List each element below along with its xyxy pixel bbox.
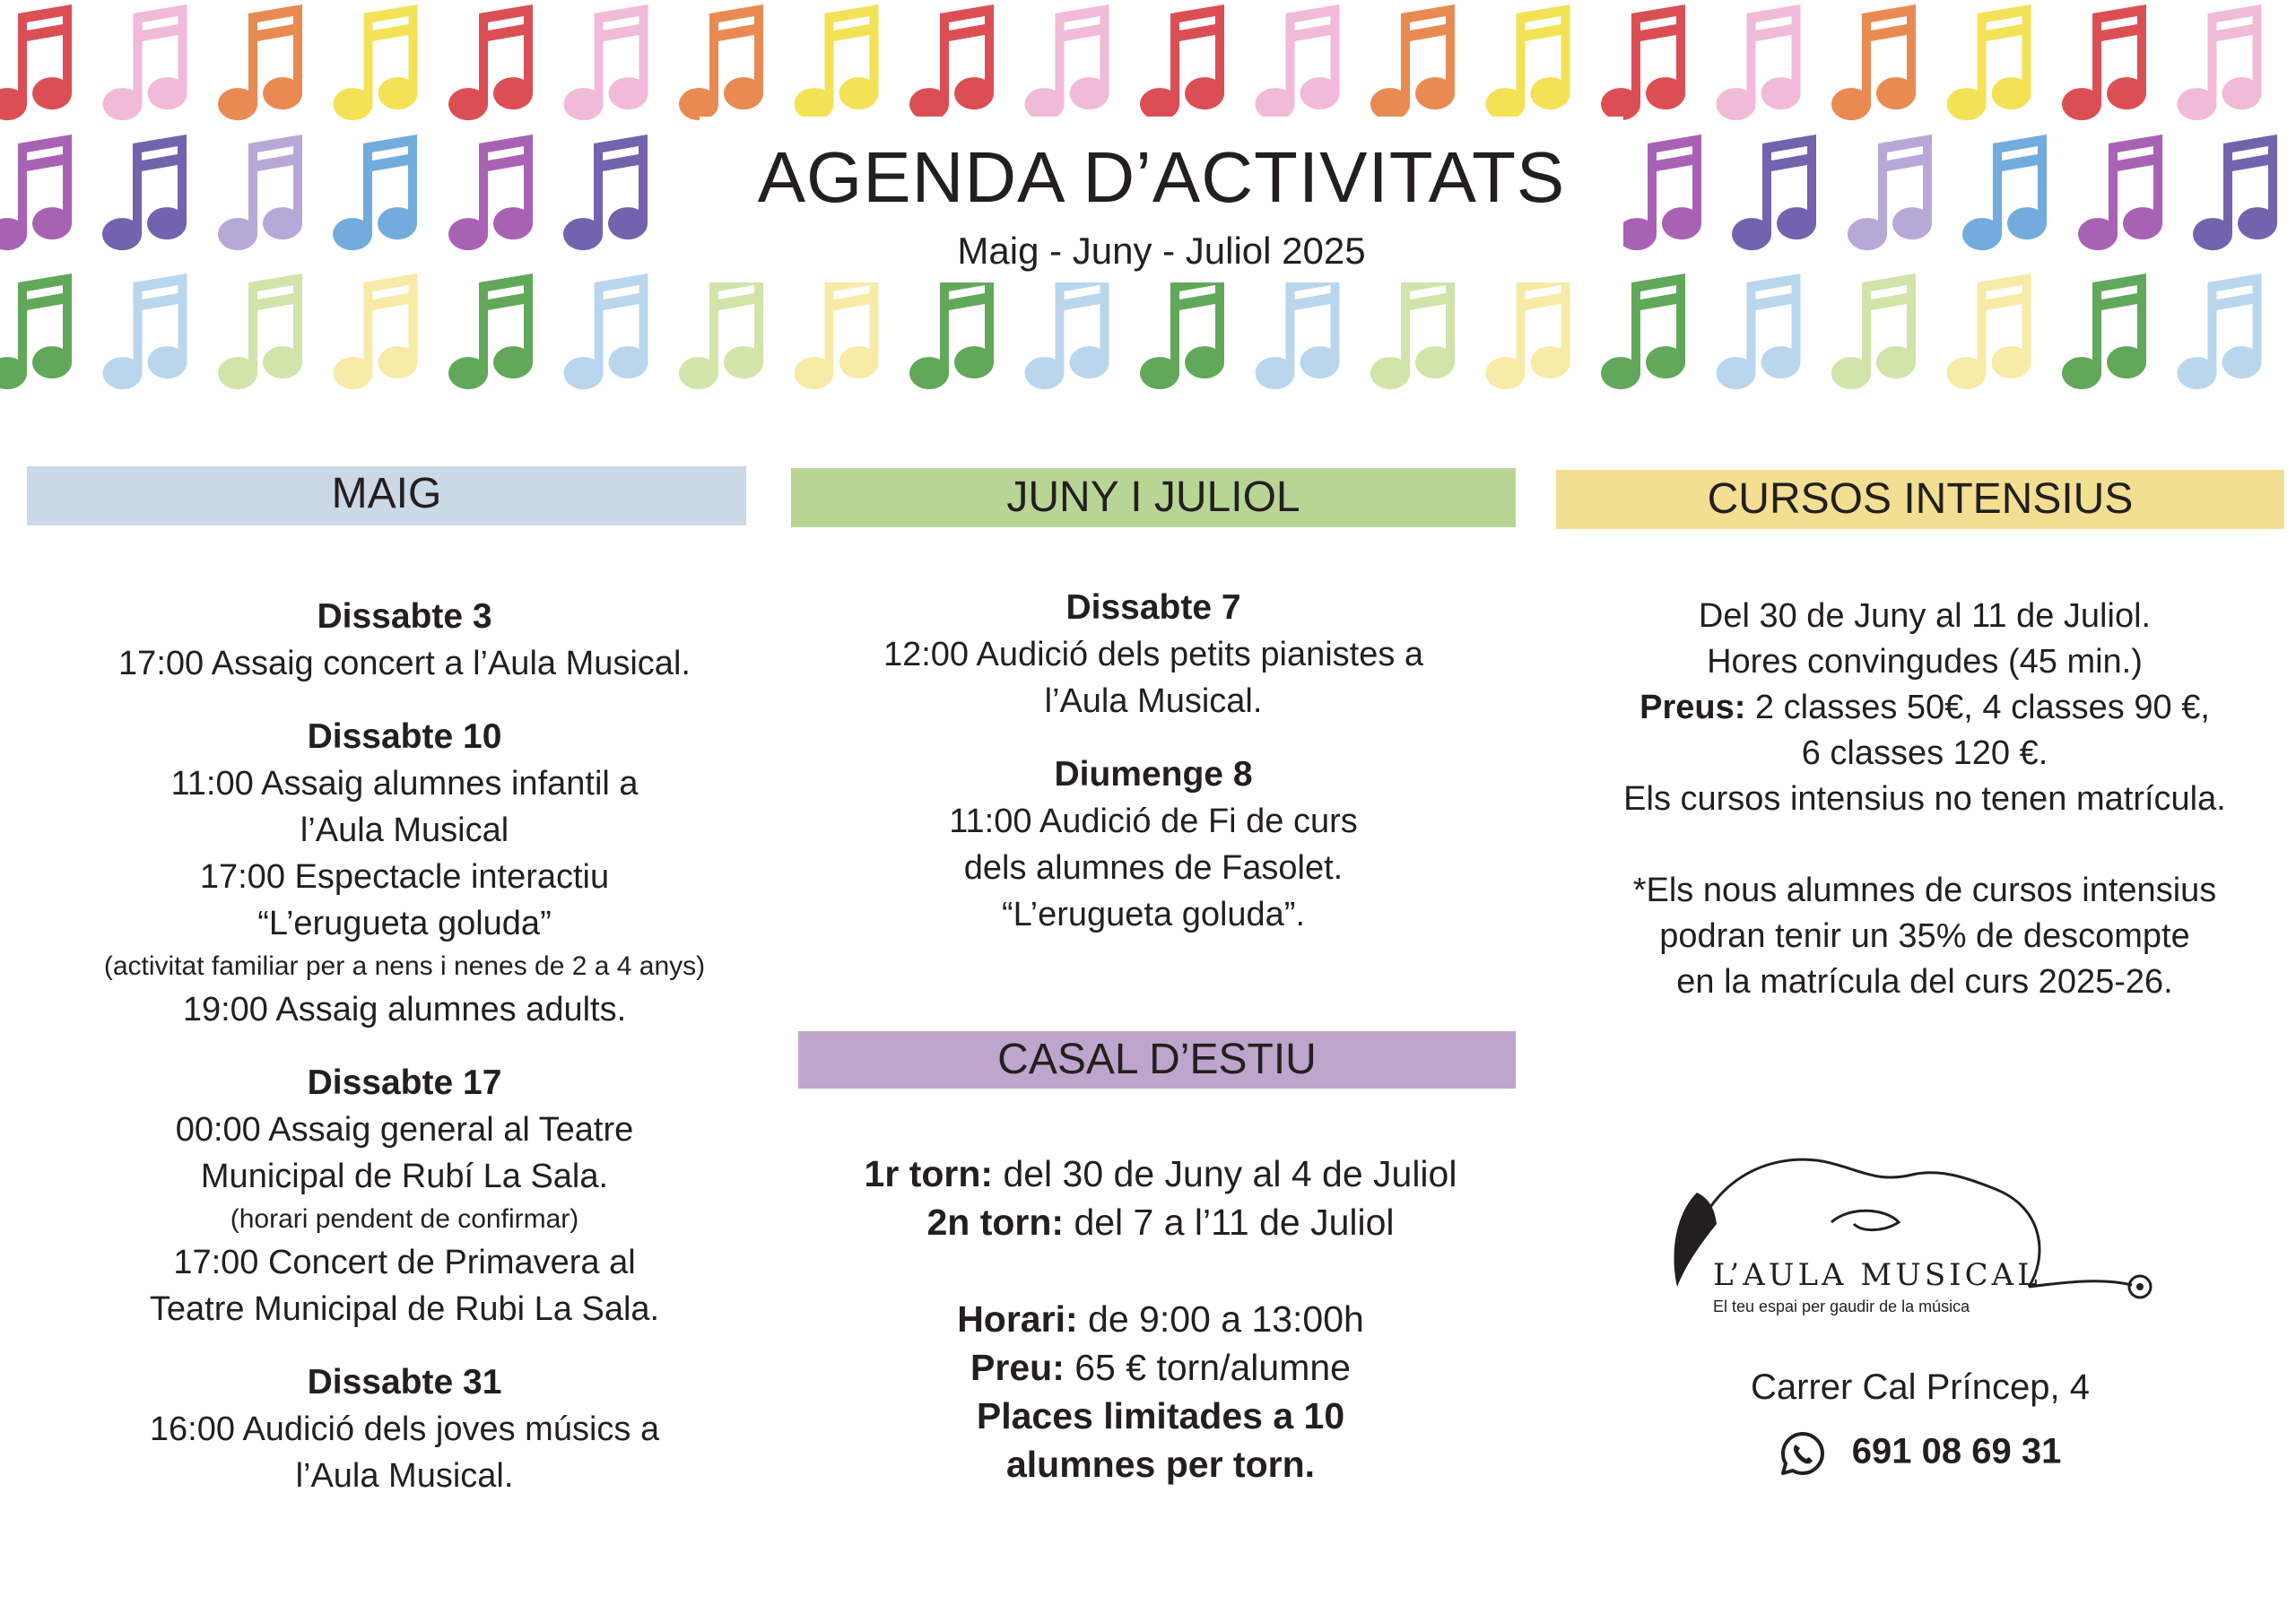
- event-line: 12:00 Audició dels petits pianistes a: [883, 636, 1424, 673]
- phone-row: [1556, 1430, 2284, 1477]
- event-line: 11:00 Assaig alumnes infantil a: [170, 765, 639, 803]
- music-note-icon: [2178, 4, 2262, 120]
- music-note-icon: [563, 135, 648, 250]
- event-line: 11:00 Audició de Fi de curs: [949, 803, 1358, 840]
- cursos-intensius-column: [1561, 594, 2289, 1005]
- music-note-icon: [448, 135, 533, 250]
- cursos-note: *Els nous alumnes de cursos intensius: [1632, 872, 2217, 909]
- preu: Preu: 65 € torn/alumne: [970, 1347, 1351, 1388]
- event-note: (activitat familiar per a nens i nenes de 2 a 4 anys): [103, 951, 706, 981]
- event-day: Dissabte 17: [307, 1063, 502, 1102]
- music-note-icon: [909, 4, 994, 120]
- music-note-icon: [0, 4, 72, 120]
- cursos-note: en la matrícula del curs 2025-26.: [1676, 963, 2173, 1001]
- music-note-icon: [1256, 4, 1340, 120]
- music-note-icon: [1140, 273, 1224, 389]
- cursos-intensius-header: CURSOS INTENSIUS: [1556, 470, 2284, 529]
- horari: Horari: de 9:00 a 13:00h: [957, 1298, 1364, 1340]
- music-note-icon: [2193, 135, 2277, 250]
- music-note-icon: [334, 273, 418, 389]
- music-note-icon: [448, 4, 533, 120]
- cursos-prices-2: 6 classes 120 €.: [1801, 734, 2048, 772]
- music-note-icon: [679, 4, 763, 120]
- page-title: AGENDA D’ACTIVITATS: [757, 137, 1566, 217]
- music-note-icon: [1947, 273, 2031, 389]
- cursos-note: podran tenir un 35% de descompte: [1659, 917, 2190, 955]
- music-note-icon: [1025, 4, 1109, 120]
- event-line: “L’erugueta goluda”: [257, 905, 552, 942]
- places-line-2: alumnes per torn.: [1005, 1444, 1315, 1485]
- event-line: 17:00 Espectacle interactiu: [199, 858, 610, 896]
- music-note-icon: [102, 135, 187, 250]
- music-note-icon: [679, 273, 763, 389]
- music-note-icon: [795, 4, 879, 120]
- event-day: Dissabte 10: [307, 717, 502, 756]
- title-block: [700, 117, 1623, 282]
- music-note-icon: [2062, 273, 2146, 389]
- music-note-icon: [1848, 135, 1932, 250]
- music-note-icon: [1831, 273, 1916, 389]
- music-note-icon: [1947, 4, 2031, 120]
- cursos-prices: Preus: 2 classes 50€, 4 classes 90 €,: [1639, 689, 2210, 726]
- event-line: 00:00 Assaig general al Teatre: [175, 1111, 634, 1149]
- music-note-icon: [218, 273, 302, 389]
- music-note-icon: [1256, 273, 1340, 389]
- event-line: Municipal de Rubí La Sala.: [200, 1158, 609, 1195]
- logo-name: L’AULA MUSICAL: [1713, 1257, 2041, 1293]
- music-note-icon: [103, 4, 187, 120]
- event-day: Dissabte 31: [307, 1363, 502, 1402]
- music-note-icon: [0, 135, 72, 250]
- music-note-icon: [1025, 273, 1109, 389]
- music-note-icon: [333, 135, 417, 250]
- event-day: Diumenge 8: [1054, 755, 1253, 794]
- cursos-dates: Del 30 de Juny al 11 de Juliol.: [1698, 597, 2152, 635]
- music-note-icon: [1617, 135, 1701, 250]
- music-note-icon: [1717, 273, 1801, 389]
- event-line: 19:00 Assaig alumnes adults.: [182, 991, 627, 1028]
- music-note-icon: [1717, 4, 1801, 120]
- music-note-icon: [1831, 4, 1916, 120]
- music-note-icon: [564, 4, 648, 120]
- event-day: Dissabte 3: [317, 597, 492, 636]
- maig-header: MAIG: [27, 466, 746, 525]
- event-line: l’Aula Musical: [300, 812, 509, 849]
- event-line: 17:00 Assaig concert a l’Aula Musical.: [118, 645, 691, 682]
- music-note-icon: [1370, 273, 1455, 389]
- torn-2: 2n torn: del 7 a l’11 de Juliol: [926, 1202, 1395, 1243]
- event-line: Teatre Municipal de Rubi La Sala.: [149, 1290, 660, 1328]
- event-note: (horari pendent de confirmar): [230, 1204, 579, 1234]
- music-note-icon: [334, 4, 418, 120]
- logo-tagline: El teu espai per gaudir de la música: [1713, 1298, 1970, 1315]
- music-note-icon: [1601, 4, 1685, 120]
- casal-estiu-header: CASAL D’ESTIU: [798, 1031, 1516, 1089]
- event-line: 17:00 Concert de Primavera al: [173, 1244, 636, 1281]
- address: Carrer Cal Príncep, 4: [1751, 1367, 2090, 1407]
- music-note-icon: [2178, 273, 2262, 389]
- event-line: l’Aula Musical.: [295, 1457, 514, 1495]
- phone-number: 691 08 69 31: [1851, 1431, 2062, 1471]
- music-note-icon: [1486, 4, 1570, 120]
- aula-musical-logo: [1670, 1152, 2163, 1323]
- music-note-icon: [2062, 4, 2146, 120]
- whatsapp-icon: [1779, 1430, 1826, 1477]
- music-note-icon: [564, 273, 648, 389]
- page-subtitle: Maig - Juny - Juliol 2025: [957, 230, 1366, 272]
- event-line: 16:00 Audició dels joves músics a: [149, 1410, 660, 1448]
- music-note-icon: [1732, 135, 1816, 250]
- juny-juliol-header: JUNY I JULIOL: [791, 468, 1516, 527]
- music-note-icon: [1370, 4, 1455, 120]
- music-note-icon: [795, 273, 879, 389]
- event-line: l’Aula Musical.: [1044, 682, 1263, 720]
- music-note-icon: [0, 273, 72, 389]
- music-note-icon: [1962, 135, 2047, 250]
- places-line-1: Places limitades a 10: [976, 1395, 1345, 1436]
- music-note-icon: [218, 135, 302, 250]
- cursos-hours: Hores convingudes (45 min.): [1707, 643, 2143, 681]
- music-note-icon: [448, 273, 533, 389]
- event-line: dels alumnes de Fasolet.: [963, 849, 1344, 887]
- music-note-icon: [1140, 4, 1224, 120]
- juny-juliol-column: [791, 585, 1516, 938]
- torn-1: 1r torn: del 30 de Juny al 4 de Juliol: [864, 1153, 1457, 1194]
- casal-estiu-column: [798, 1150, 1523, 1488]
- cursos-no-matricula: Els cursos intensius no tenen matrícula.: [1623, 780, 2226, 818]
- music-note-icon: [218, 4, 302, 120]
- event-day: Dissabte 7: [1065, 588, 1241, 627]
- music-note-icon: [2078, 135, 2162, 250]
- music-note-icon: [103, 273, 187, 389]
- event-line: “L’erugueta goluda”.: [1001, 896, 1306, 933]
- maig-column: [27, 594, 782, 1499]
- music-note-icon: [909, 273, 994, 389]
- music-note-icon: [1601, 273, 1685, 389]
- music-note-icon: [1486, 273, 1570, 389]
